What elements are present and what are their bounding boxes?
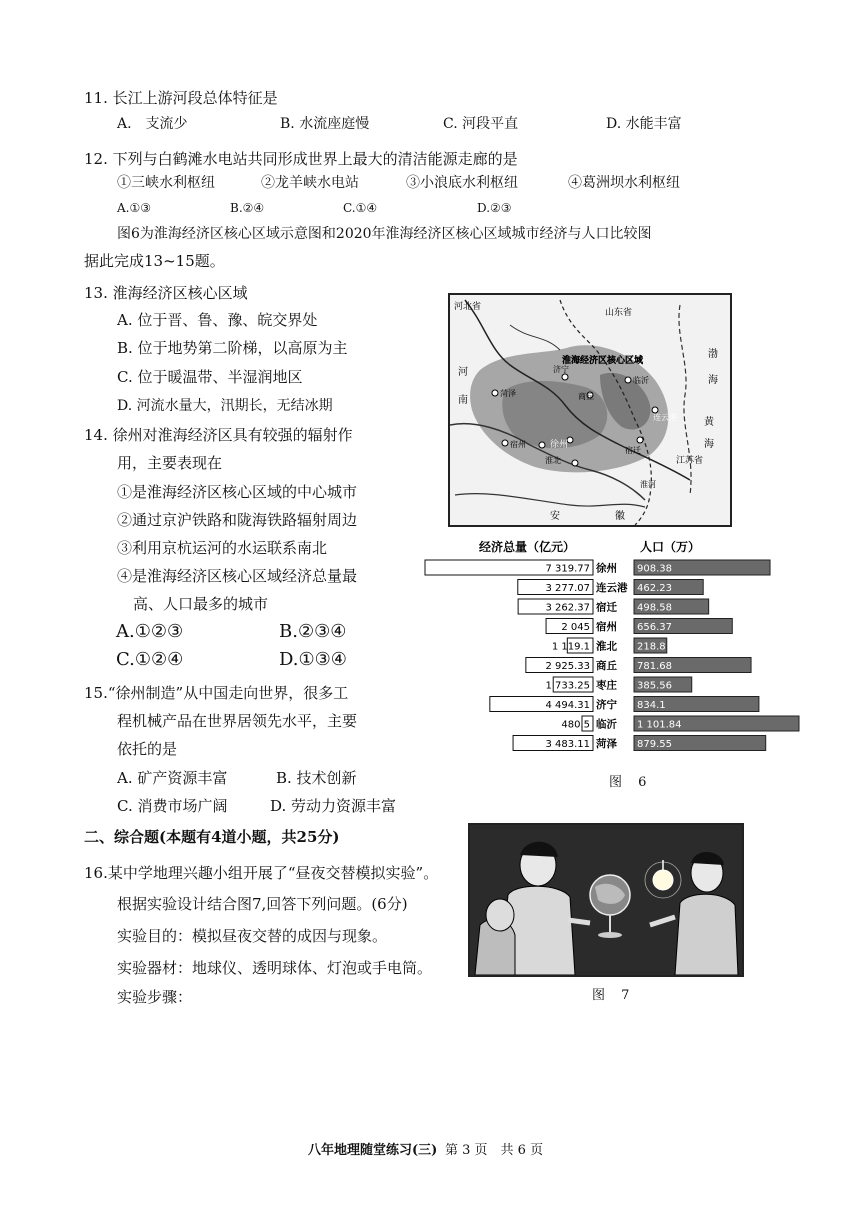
population-label: 834.1 xyxy=(637,700,666,711)
map-label-lianyungang: 连云港 xyxy=(653,413,677,422)
q13-stem: 13. 淮海经济区核心区域 xyxy=(84,284,248,302)
gdp-population-chart xyxy=(422,534,802,764)
city-label: 菏泽 xyxy=(596,738,617,750)
map-label-jiangsu: 江苏省 xyxy=(676,456,704,466)
map-label-an: 安 xyxy=(550,511,560,522)
q13-option-a: A. 位于晋、鲁、豫、皖交界处 xyxy=(117,311,318,329)
population-label: 879.55 xyxy=(637,739,672,750)
figure6-caption: 图 6 xyxy=(609,775,653,790)
map-label-suqian: 宿迁 xyxy=(625,446,641,455)
city-label: 淮北 xyxy=(596,640,617,653)
q15-option-d: D. 劳动力资源丰富 xyxy=(270,797,397,815)
q11-option-b: B. 水流座庭慢 xyxy=(280,116,370,132)
q12-item-3: ③小浪底水利枢纽 xyxy=(406,175,518,191)
q12-option-d: D.②③ xyxy=(477,201,512,215)
q14-item-1: ①是淮海经济区核心区域的中心城市 xyxy=(117,483,358,501)
q12-item-2: ②龙羊峡水电站 xyxy=(261,175,359,191)
section2-title: 二、综合题(本题有4道小题，共25分) xyxy=(84,828,340,846)
q14-item-3: ③利用京杭运河的水运联系南北 xyxy=(117,539,328,557)
population-label: 385.56 xyxy=(637,680,672,692)
q15-stem-line1: 15.“徐州制造”从中国走向世界，很多工 xyxy=(84,684,349,702)
map-label-nan: 南 xyxy=(458,395,468,406)
gdp-label: 2 045 xyxy=(561,622,590,633)
city-label: 宿迁 xyxy=(596,601,617,614)
chart-right-header: 人口（万） xyxy=(640,540,701,554)
population-label: 656.37 xyxy=(637,622,672,633)
population-label: 781.68 xyxy=(637,661,672,672)
map-label-hebei: 河北省 xyxy=(454,302,482,312)
footer-title: 八年地理随堂练习(三) xyxy=(308,1143,438,1158)
figure6-chart xyxy=(422,534,802,764)
q12-option-c: C.①④ xyxy=(343,201,378,215)
q14-option-c: C.①②④ xyxy=(116,649,184,670)
q14-item-4-cont: 高、人口最多的城市 xyxy=(133,595,269,613)
figure7-illustration xyxy=(468,823,744,977)
q16-line3: 实验目的：模拟昼夜交替的成因与现象。 xyxy=(117,927,388,945)
q11-stem: 11. 长江上游河段总体特征是 xyxy=(84,89,278,107)
q14-stem-line1: 14. 徐州对淮海经济区具有较强的辐射作 xyxy=(84,426,353,444)
q14-option-b: B.②③④ xyxy=(279,621,347,642)
chart-left-header: 经济总量（亿元） xyxy=(479,540,576,554)
q13-option-d: D. 河流水量大，汛期长，无结冰期 xyxy=(117,398,333,414)
population-label: 462.23 xyxy=(637,583,672,594)
map-label-huaibei: 淮北 xyxy=(545,456,561,465)
population-label: 1 101.84 xyxy=(637,719,682,731)
q11-option-c: C. 河段平直 xyxy=(443,116,519,132)
figure7-svg xyxy=(470,825,742,975)
map-label-huang-hai: 海 xyxy=(704,439,714,450)
footer-page: 第 3 页 共 6 页 xyxy=(445,1143,544,1158)
city-label: 宿州 xyxy=(596,621,617,633)
q12-item-1: ①三峡水利枢纽 xyxy=(117,175,215,191)
figure7-caption: 图 7 xyxy=(592,988,636,1003)
q14-item-4: ④是淮海经济区核心区域经济总量最 xyxy=(117,567,358,585)
q14-option-d: D.①③④ xyxy=(279,649,347,670)
q15-stem-line3: 依托的是 xyxy=(117,740,178,758)
gdp-label: 7 319.77 xyxy=(545,563,590,575)
gdp-label: 3 483.11 xyxy=(545,739,590,750)
city-label: 济宁 xyxy=(596,699,617,711)
population-label: 218.8 xyxy=(637,641,666,653)
figure6-intro-line2: 据此完成13~15题。 xyxy=(84,252,225,270)
q12-option-a: A.①③ xyxy=(117,201,151,215)
map-label-shangqiu: 商丘 xyxy=(578,392,594,401)
q16-line1: 16.某中学地理兴趣小组开展了“昼夜交替模拟实验”。 xyxy=(84,864,439,882)
q16-line4: 实验器材：地球仪、透明球体、灯泡或手电筒。 xyxy=(117,959,433,977)
gdp-label: 3 262.37 xyxy=(545,602,590,614)
map-label-hui: 徽 xyxy=(615,511,625,522)
gdp-label: 1 733.25 xyxy=(545,680,590,692)
city-label: 徐州 xyxy=(596,562,617,575)
q15-option-b: B. 技术创新 xyxy=(276,769,357,787)
map-label-linyi: 临沂 xyxy=(633,376,649,385)
map-svg xyxy=(450,295,730,525)
q11-option-a: A. 支流少 xyxy=(117,116,188,132)
q14-item-2: ②通过京沪铁路和陇海铁路辐射周边 xyxy=(117,511,358,529)
map-label-core-region: 淮海经济区核心区域 xyxy=(562,356,644,366)
map-label-heze: 菏泽 xyxy=(500,389,516,398)
q12-option-b: B.②④ xyxy=(230,201,265,215)
map-label-bo: 渤 xyxy=(708,349,718,360)
city-label: 商丘 xyxy=(596,660,617,672)
map-label-suzhou: 宿州 xyxy=(510,440,526,449)
map-label-huang: 黄 xyxy=(704,417,714,428)
q13-option-b: B. 位于地势第二阶梯，以高原为主 xyxy=(117,339,348,357)
q16-line2: 根据实验设计结合图7,回答下列问题。(6分) xyxy=(117,895,408,913)
q14-option-a: A.①②③ xyxy=(116,621,184,642)
map-label-huaihe: 淮河 xyxy=(640,480,656,489)
q12-item-4: ④葛洲坝水利枢纽 xyxy=(568,175,680,191)
q14-stem-line2: 用，主要表现在 xyxy=(117,454,223,472)
q12-stem: 12. 下列与白鹤滩水电站共同形成世界上最大的清洁能源走廊的是 xyxy=(84,150,518,168)
map-label-shandong: 山东省 xyxy=(605,308,633,318)
figure6-map xyxy=(448,293,732,527)
q15-stem-line2: 程机械产品在世界居领先水平，主要 xyxy=(117,712,358,730)
gdp-label: 4 494.31 xyxy=(545,700,590,711)
map-label-he: 河 xyxy=(458,367,468,378)
q15-option-a: A. 矿产资源丰富 xyxy=(117,769,228,787)
q15-option-c: C. 消费市场广阔 xyxy=(117,797,228,815)
gdp-label: 3 277.07 xyxy=(545,583,590,594)
q16-line5: 实验步骤： xyxy=(117,988,193,1006)
map-label-bo-hai: 海 xyxy=(708,375,718,386)
population-label: 908.38 xyxy=(637,563,672,575)
city-label: 连云港 xyxy=(596,582,628,594)
q13-option-c: C. 位于暖温带、半湿润地区 xyxy=(117,368,303,386)
gdp-label: 2 925.33 xyxy=(545,661,590,672)
city-label: 枣庄 xyxy=(596,679,617,692)
figure6-intro-line1: 图6为淮海经济区核心区域示意图和2020年淮海经济区核心区域城市经济与人口比较图 xyxy=(117,226,652,242)
map-label-xuzhou: 徐州 xyxy=(550,440,569,450)
gdp-label: 480.5 xyxy=(561,719,590,731)
population-label: 498.58 xyxy=(637,602,672,614)
map-label-jining: 济宁 xyxy=(553,365,569,374)
city-label: 临沂 xyxy=(596,718,617,731)
gdp-label: 1 119.1 xyxy=(551,641,590,653)
q11-option-d: D. 水能丰富 xyxy=(606,116,682,132)
